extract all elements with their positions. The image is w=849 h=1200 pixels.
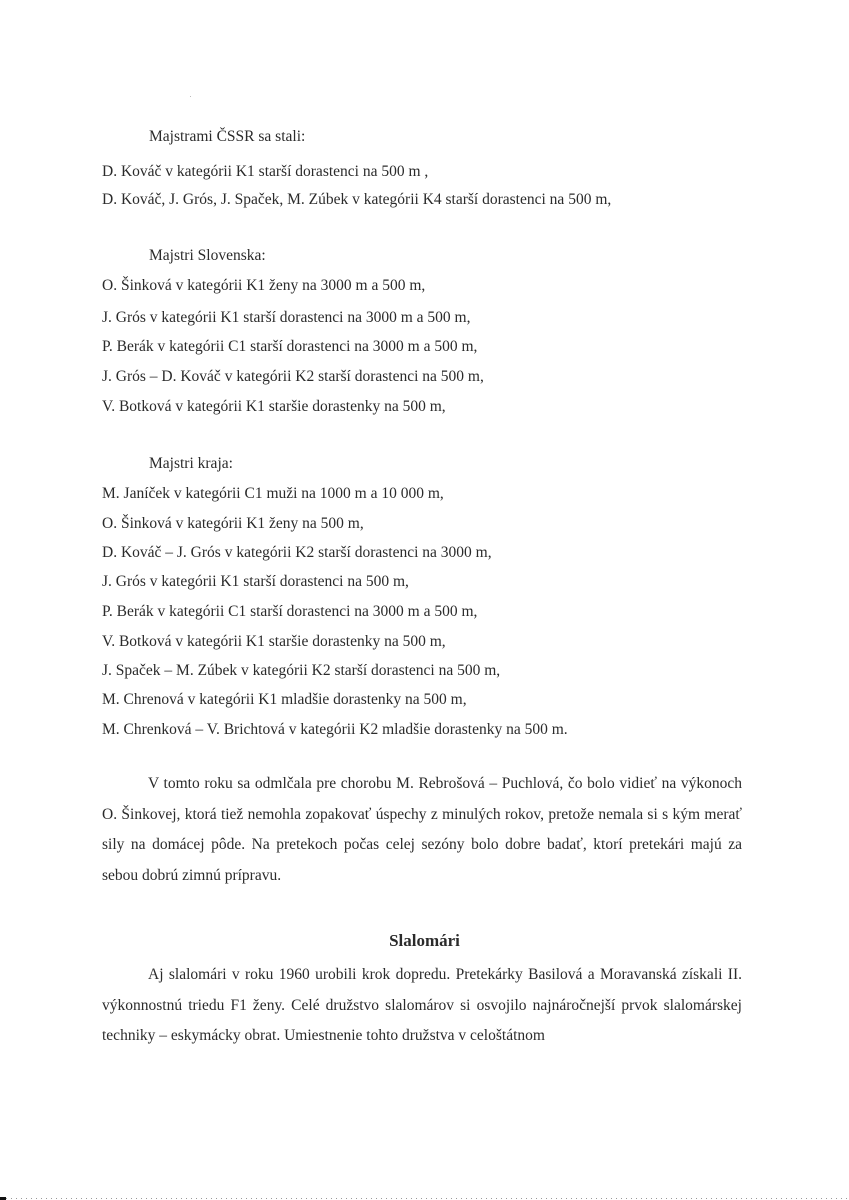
list-item: J. Grós v kategórii K1 starší dorastenci na 500 m, bbox=[102, 573, 409, 590]
list-item: V. Botková v kategórii K1 staršie dorastenky na 500 m, bbox=[102, 633, 446, 650]
list-item: J. Grós v kategórii K1 starší dorastenci na 3000 m a 500 m, bbox=[102, 309, 471, 326]
section-heading-slovensko: Majstri Slovenska: bbox=[149, 247, 266, 264]
list-item: D. Kováč – J. Grós v kategórii K2 starší dorastenci na 3000 m, bbox=[102, 544, 492, 561]
list-item: J. Spaček – M. Zúbek v kategórii K2 starší dorastenci na 500 m, bbox=[102, 662, 501, 679]
list-item: M. Janíček v kategórii C1 muži na 1000 m a 10 000 m, bbox=[102, 485, 444, 502]
list-item: M. Chrenová v kategórii K1 mladšie dorastenky na 500 m, bbox=[102, 691, 467, 708]
list-item: P. Berák v kategórii C1 starší dorastenci na 3000 m a 500 m, bbox=[102, 603, 478, 620]
list-item: O. Šinková v kategórii K1 ženy na 3000 m a 500 m, bbox=[102, 277, 426, 294]
scan-speck bbox=[190, 96, 191, 97]
body-paragraph-slalom: Aj slalomári v roku 1960 urobili krok dopredu. Pretekárky Basilová a Moravanská získali II. výkonnostnú triedu F1 ženy. Celé družstvo slalomárov si osvojilo najnáročnejší prvok slalomárskej techniky – eskymácky obrat. Umiestnenie tohto družstva v celoštátnom bbox=[102, 966, 742, 1044]
list-item: J. Grós – D. Kováč v kategórii K2 starší dorastenci na 500 m, bbox=[102, 368, 484, 385]
list-item: M. Chrenková – V. Brichtová v kategórii K2 mladšie dorastenky na 500 m. bbox=[102, 721, 568, 738]
list-item: P. Berák v kategórii C1 starší dorastenci na 3000 m a 500 m, bbox=[102, 338, 478, 355]
section-heading-kraj: Majstri kraja: bbox=[149, 455, 233, 472]
section-title: Slalomári bbox=[389, 931, 460, 950]
section-heading-cssr: Majstrami ČSSR sa stali: bbox=[149, 128, 306, 145]
scan-edge-dots bbox=[6, 1198, 849, 1199]
list-item: D. Kováč, J. Grós, J. Spaček, M. Zúbek v kategórii K4 starší dorastenci na 500 m, bbox=[102, 191, 612, 208]
list-item: O. Šinková v kategórii K1 ženy na 500 m, bbox=[102, 515, 364, 532]
list-item: D. Kováč v kategórii K1 starší dorastenci na 500 m , bbox=[102, 163, 429, 180]
list-item: V. Botková v kategórii K1 staršie dorastenky na 500 m, bbox=[102, 398, 446, 415]
body-paragraph: V tomto roku sa odmlčala pre chorobu M. Rebrošová – Puchlová, čo bolo vidieť na výkonoch O. Šinkovej, ktorá tiež nemohla zopakovať úspechy z minulých rokov, pretože nemala si s kým merať sily na domácej pôde. Na pretekoch počas celej sezóny bolo dobre badať, ktorí pretekári majú za sebou dobrú zimnú prípravu. bbox=[102, 775, 742, 884]
